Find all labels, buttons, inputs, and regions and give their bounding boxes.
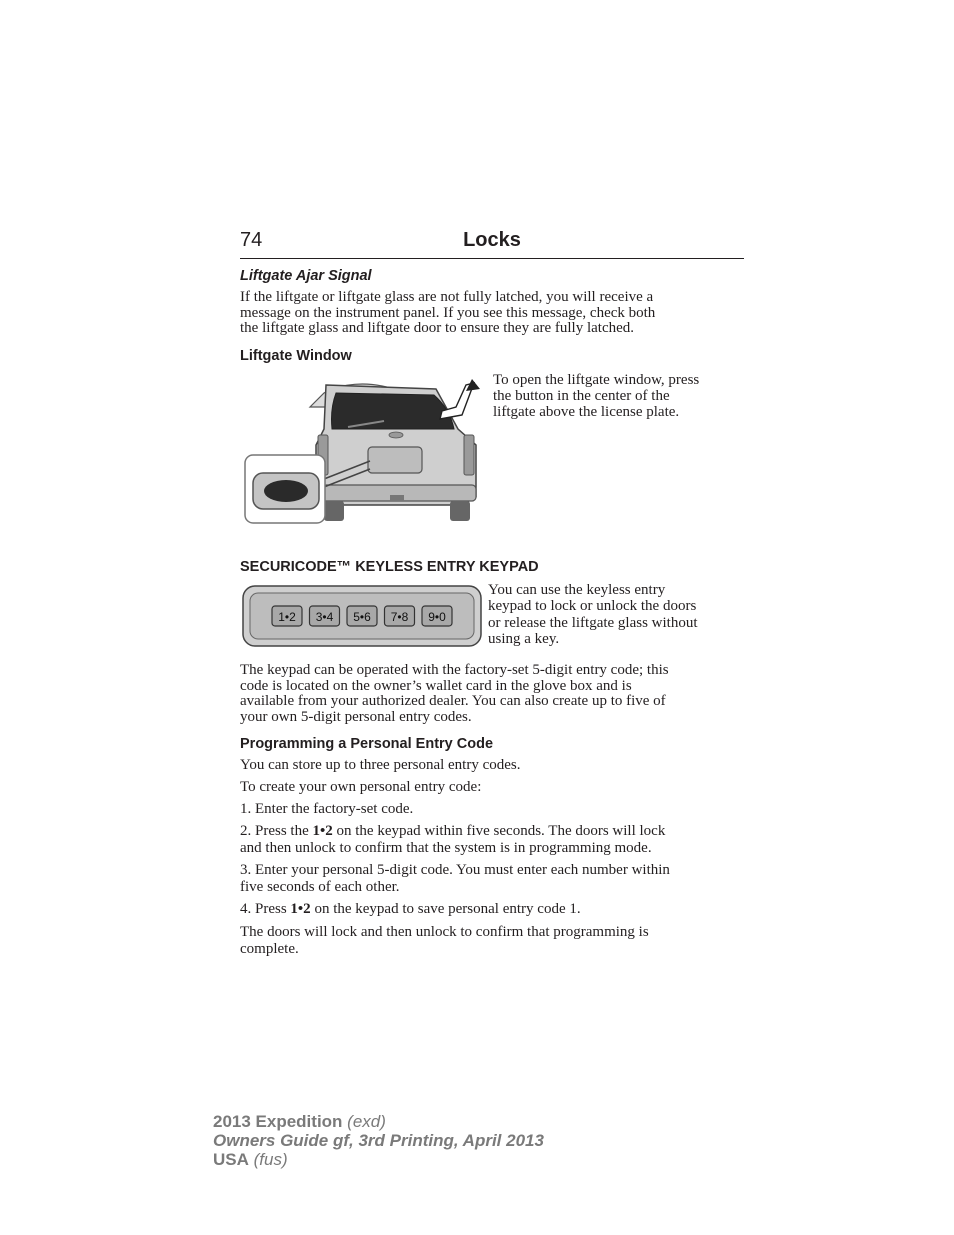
heading-securicode: SECURICODE™ KEYLESS ENTRY KEYPAD — [240, 559, 539, 575]
keypad-button-label: 7•8 — [390, 610, 409, 624]
key-label: 1•2 — [312, 823, 333, 839]
text-line: or release the liftgate glass without — [488, 614, 698, 631]
footer-region-code: (fus) — [248, 1150, 288, 1169]
text-line: code is located on the owner’s wallet card in the glove box and is — [240, 677, 632, 694]
step-4 — [240, 902, 581, 918]
text-line: using a key. — [488, 631, 560, 648]
text-line: If the liftgate or liftgate glass are not fully latched, you will receive a — [240, 289, 654, 305]
text-line: message on the instrument panel. If you see this message, check both — [240, 304, 656, 321]
page-title: Locks — [463, 229, 521, 251]
text-line: complete. — [240, 940, 299, 957]
footer-model: 2013 Expedition — [213, 1112, 343, 1131]
keypad-button-label: 3•4 — [315, 610, 334, 624]
step-1: 1. Enter the factory-set code. — [240, 801, 414, 817]
paragraph-create-intro: To create your own personal entry code: — [240, 779, 482, 795]
keypad-button-label: 1•2 — [278, 610, 296, 624]
step-4-post: on the keypad to save personal entry code 1. — [310, 901, 581, 917]
paragraph-liftgate-window — [493, 372, 745, 421]
step-2-post: on the keypad within five seconds. The doors will lock — [332, 823, 666, 839]
footer-model-code: (exd) — [342, 1112, 386, 1131]
text-line: To open the liftgate window, press — [493, 372, 700, 388]
text-line: five seconds of each other. — [240, 878, 400, 895]
text-line: and then unlock to confirm that the system is in programming mode. — [240, 839, 652, 856]
text-line: The keypad can be operated with the factory-set 5-digit entry code; this — [240, 662, 669, 678]
text-line: available from your authorized dealer. You can also create up to five of — [240, 693, 666, 710]
step-2 — [240, 824, 744, 856]
text-line: liftgate above the license plate. — [493, 404, 680, 421]
text-line: 3. Enter your personal 5-digit code. You must enter each number within — [240, 862, 670, 878]
text-line: your own 5-digit personal entry codes. — [240, 708, 472, 725]
liftgate-illustration — [244, 377, 480, 525]
footer-line-model — [213, 1112, 544, 1131]
header-rule — [240, 258, 744, 259]
text-line: the button in the center of the — [493, 388, 670, 405]
heading-liftgate-ajar: Liftgate Ajar Signal — [240, 268, 372, 284]
keypad-illustration — [242, 585, 482, 647]
step-4-pre: 4. Press — [240, 901, 291, 917]
footer-region: USA — [213, 1150, 249, 1169]
page-number: 74 — [240, 229, 263, 251]
paragraph-store-codes: You can store up to three personal entry codes. — [240, 757, 521, 773]
paragraph-programming-complete — [240, 925, 744, 957]
key-label: 1•2 — [290, 901, 311, 917]
step-2-pre: 2. Press the — [240, 823, 313, 839]
paragraph-liftgate-ajar — [240, 290, 744, 337]
text-line: The doors will lock and then unlock to confirm that programming is — [240, 924, 649, 940]
paragraph-keypad-side — [488, 582, 744, 648]
heading-programming: Programming a Personal Entry Code — [240, 736, 494, 752]
step-3 — [240, 863, 744, 895]
footer-line-region — [213, 1150, 544, 1169]
footer — [213, 1112, 544, 1169]
keypad-button-label: 9•0 — [428, 610, 446, 624]
heading-liftgate-window: Liftgate Window — [240, 348, 352, 364]
footer-line-guide: Owners Guide gf, 3rd Printing, April 2013 — [213, 1131, 544, 1150]
text-line — [240, 824, 744, 840]
paragraph-keypad-body — [240, 663, 744, 725]
text-line: You can use the keyless entry — [488, 582, 666, 598]
text-line: keypad to lock or unlock the doors — [488, 598, 697, 615]
keypad-button-label: 5•6 — [353, 610, 371, 624]
text-line: the liftgate glass and liftgate door to ensure they are fully latched. — [240, 320, 635, 337]
